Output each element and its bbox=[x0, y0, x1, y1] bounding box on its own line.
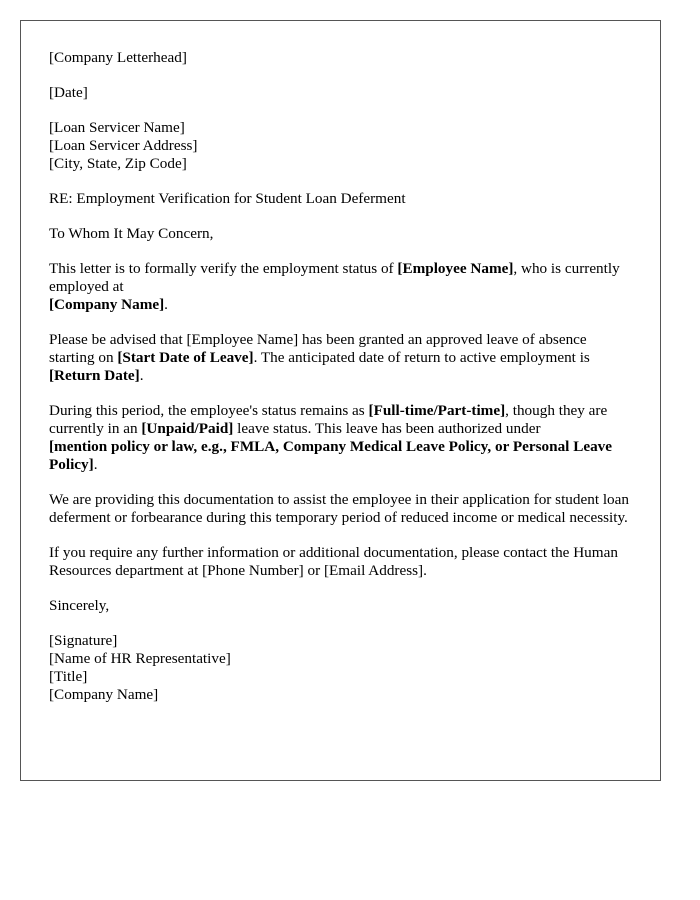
text: . The anticipated date of return to active employment is bbox=[253, 349, 590, 366]
text: , though they are currently in an bbox=[49, 402, 608, 437]
letterhead: [Company Letterhead] bbox=[49, 49, 187, 66]
text: Please be advised that [Employee Name] has been granted an approved leave of absence starting on bbox=[49, 331, 587, 366]
servicer-city: [City, State, Zip Code] bbox=[49, 155, 187, 172]
text: leave status. This leave has been authorized under bbox=[233, 420, 541, 437]
text: During this period, the employee's status remains as bbox=[49, 402, 369, 419]
paragraph-status bbox=[49, 402, 632, 474]
text: This letter is to formally verify the employment status of bbox=[49, 260, 398, 277]
date: [Date] bbox=[49, 84, 88, 101]
servicer-address: [Loan Servicer Address] bbox=[49, 137, 198, 154]
paragraph-purpose: We are providing this documentation to assist the employee in their application for student loan deferment or forbearance during this temporary period of reduced income or medical necessity. bbox=[49, 491, 629, 526]
salutation: To Whom It May Concern, bbox=[49, 225, 214, 242]
subject-line: RE: Employment Verification for Student Loan Deferment bbox=[49, 190, 406, 207]
paragraph-verification bbox=[49, 260, 632, 314]
letter-page bbox=[20, 20, 661, 781]
employee-name-placeholder: [Employee Name] bbox=[397, 260, 514, 277]
paragraph-leave bbox=[49, 331, 632, 385]
start-date-placeholder: [Start Date of Leave] bbox=[117, 349, 254, 366]
recipient-address bbox=[49, 119, 632, 173]
company-name: [Company Name] bbox=[49, 686, 159, 703]
signature: [Signature] bbox=[49, 632, 118, 649]
paid-status-placeholder: [Unpaid/Paid] bbox=[141, 420, 234, 437]
company-name-placeholder: [Company Name] bbox=[49, 296, 165, 313]
text: . bbox=[93, 456, 98, 473]
employment-type-placeholder: [Full-time/Part-time] bbox=[368, 402, 506, 419]
return-date-placeholder: [Return Date] bbox=[49, 367, 140, 384]
text: . bbox=[164, 296, 168, 313]
title: [Title] bbox=[49, 668, 88, 685]
closing: Sincerely, bbox=[49, 597, 110, 614]
text: . bbox=[139, 367, 144, 384]
text: , who is currently employed at bbox=[49, 260, 620, 295]
servicer-name: [Loan Servicer Name] bbox=[49, 119, 185, 136]
hr-representative-name: [Name of HR Representative] bbox=[49, 650, 231, 667]
paragraph-contact: If you require any further information or additional documentation, please contact the Human Resources department at [Phone Number] or [Email Address]. bbox=[49, 544, 618, 579]
policy-placeholder: [mention policy or law, e.g., FMLA, Company Medical Leave Policy, or Personal Leave Policy] bbox=[49, 438, 612, 473]
signature-block bbox=[49, 632, 632, 704]
